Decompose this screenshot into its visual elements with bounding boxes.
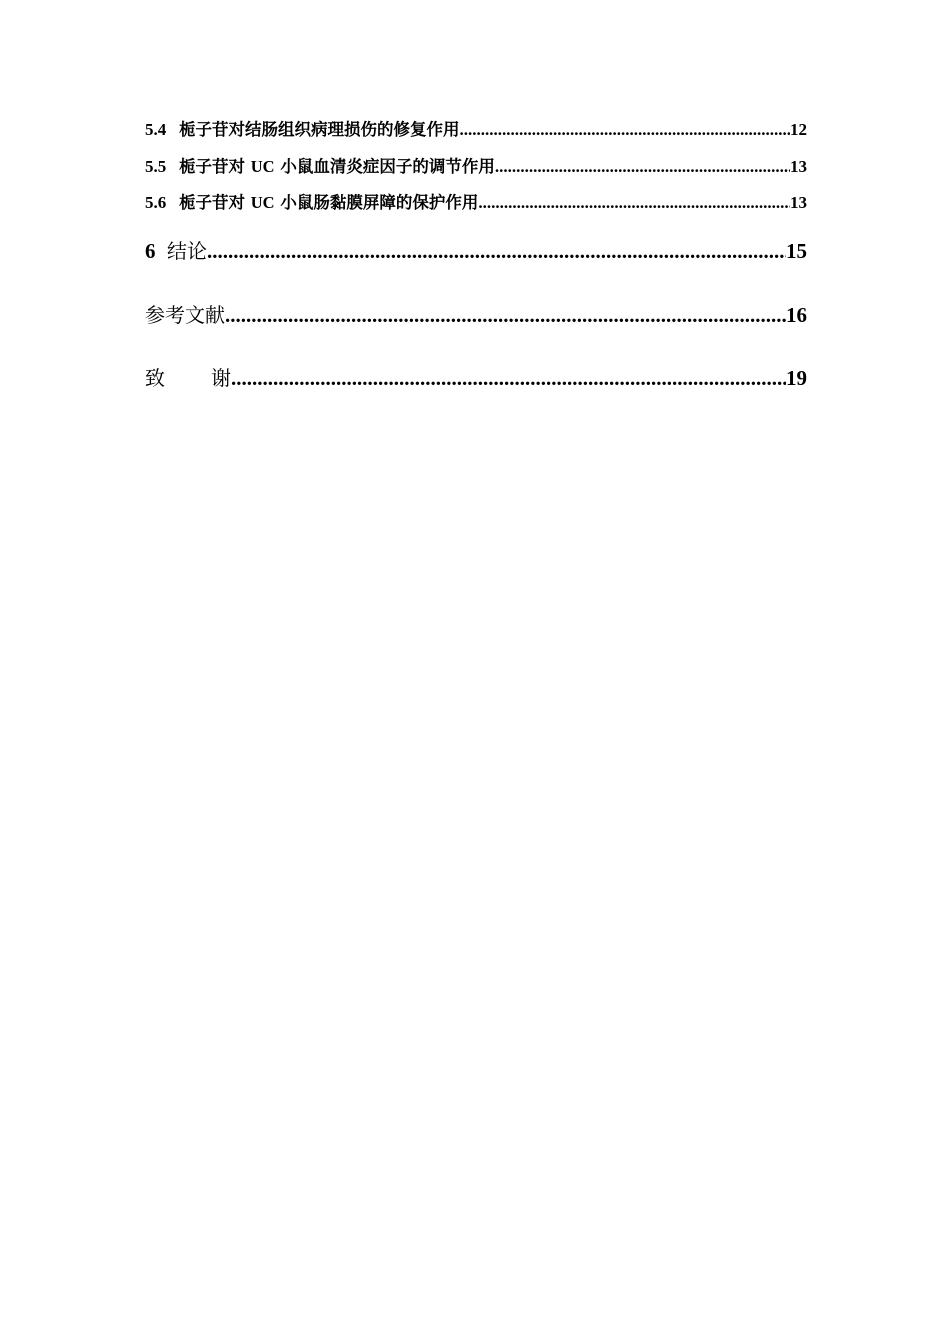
toc-title-text: 小鼠肠黏膜屏障的保护作用 xyxy=(280,193,479,212)
toc-entry-number: 5.5 xyxy=(145,156,167,176)
toc-entry-number: 5.6 xyxy=(145,193,167,212)
toc-dot-leader xyxy=(460,112,791,149)
toc-entry-title xyxy=(179,185,478,222)
toc-title-char: 致 xyxy=(145,365,165,390)
toc-title-latin: UC xyxy=(250,193,275,212)
toc-entry-5-5[interactable] xyxy=(145,149,807,186)
toc-title-text: 小鼠血清炎症因子的调节作用 xyxy=(280,156,495,176)
toc-dot-leader xyxy=(231,363,786,393)
toc-page-number: 16 xyxy=(786,302,807,327)
toc-dot-leader xyxy=(225,300,786,330)
toc-entry-number: 6 xyxy=(145,238,156,263)
toc-dot-leader xyxy=(495,149,790,186)
toc-title-text: 栀子苷对结肠组织病理损伤的修复作用 xyxy=(179,120,460,139)
toc-title-text: 栀子苷对 xyxy=(179,193,245,212)
toc-page-number: 19 xyxy=(786,365,807,390)
toc-entry-references[interactable] xyxy=(145,300,807,330)
toc-entry-6-conclusion[interactable] xyxy=(145,236,807,266)
toc-title-text: 栀子苷对 xyxy=(179,156,245,176)
toc-dot-leader xyxy=(207,236,786,266)
toc-entry-title xyxy=(145,363,231,393)
toc-entry-5-6[interactable] xyxy=(145,185,807,222)
table-of-contents xyxy=(145,112,807,393)
toc-title-char: 谢 xyxy=(211,365,231,390)
toc-entry-title: 参考文献 xyxy=(145,302,225,327)
toc-page-number: 15 xyxy=(786,238,807,263)
toc-dot-leader xyxy=(478,185,790,222)
toc-entry-title xyxy=(179,149,495,186)
toc-entry-title xyxy=(179,112,460,149)
toc-entry-number: 5.4 xyxy=(145,120,167,139)
toc-entry-5-4[interactable] xyxy=(145,112,807,149)
toc-page-number: 13 xyxy=(790,156,807,176)
toc-page-number: 12 xyxy=(790,120,807,139)
toc-entry-title: 结论 xyxy=(167,238,207,263)
toc-title-latin: UC xyxy=(250,156,275,176)
toc-page-number: 13 xyxy=(790,193,807,212)
toc-entry-acknowledgements[interactable] xyxy=(145,363,807,393)
